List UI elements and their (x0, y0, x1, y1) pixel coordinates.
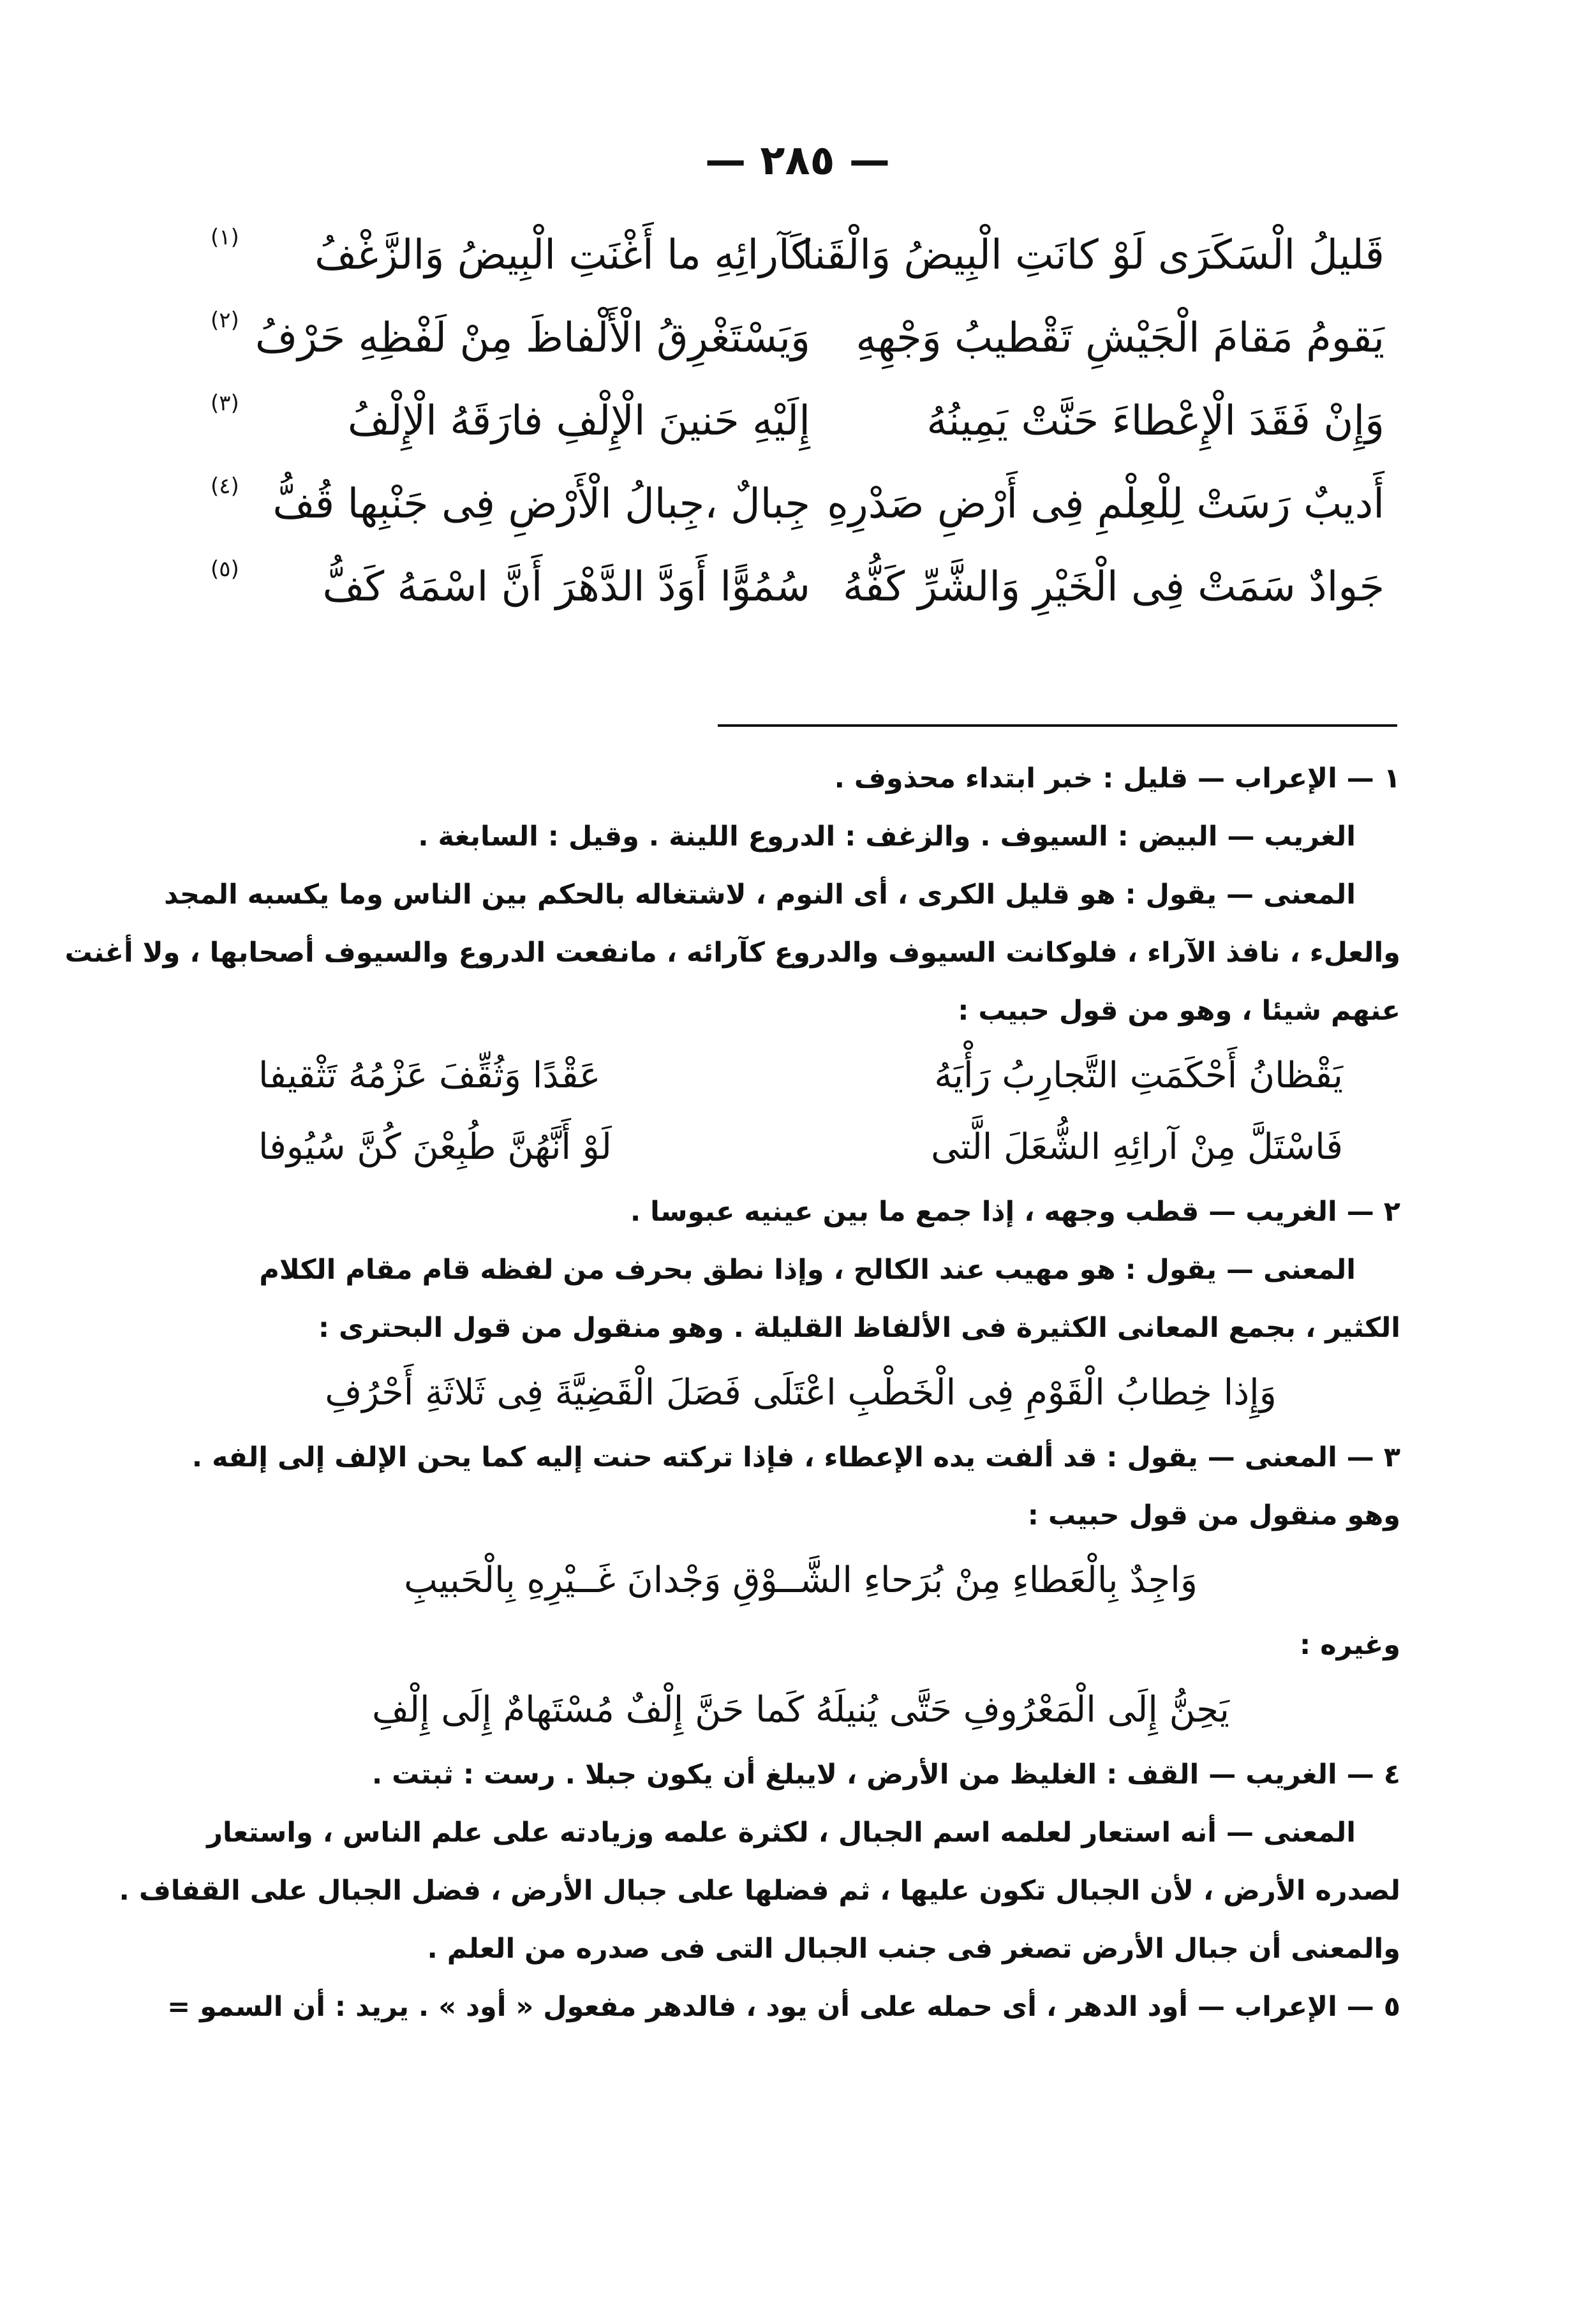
quote-line (201, 1357, 1400, 1429)
note-4-gharib: ٤ — الغريب — القف : الغليظ من الأرض ، لايبلغ أن يكون جبلا . رست : ثبتت . (371, 1759, 1400, 1791)
quote-verse: وَاجِدٌ بِالْعَطاءِ مِنْ بُرَحاءِ الشَّــوْقِ وَجْدانَ غَــيْرِهِ بِالْحَبيبِ (404, 1560, 1198, 1601)
poem-block (211, 217, 1384, 632)
page-number: — ٢٨٥ — (705, 137, 890, 184)
poem-line-5 (211, 549, 1384, 632)
hemistich-second: جِبالٌ ،جِبالُ الْأَرْضِ فِى جَنْبِها قُفُّ (272, 480, 810, 528)
note-1-i3rab: ١ — الإعراب — قليل : خبر ابتداء محذوف . (834, 763, 1400, 794)
note-1-ma3na-cont: والعلء ، نافذ الآراء ، فلوكانت السيوف والدروع كآرائه ، مانفعت الدروع والسيوف أصحابها ، ولا أغنت (64, 937, 1400, 969)
quote-hemistich-first: يَقْظانُ أَحْكَمَتِ التَّجارِبُ رَأْيَهُ (934, 1055, 1343, 1096)
hemistich-second: إِلَيْهِ حَنينَ الْإِلْفِ فارَقَهُ الْإِلْفُ (347, 398, 810, 445)
hemistich-first: أَديبٌ رَسَتْ لِلْعِلْمِ فِى أَرْضِ صَدْرِهِ (827, 480, 1384, 528)
note-5-i3rab: ٥ — الإعراب — أود الدهر ، أى حمله على أن يود ، فالدهر مفعول « أود » . يريد : أن السمو = (167, 1991, 1400, 2023)
footnote-ref: (٢) (211, 308, 239, 333)
note-2-ma3na-cont: الكثير ، بجمع المعانى الكثيرة فى الألفاظ القليلة . وهو منقول من قول البحترى : (318, 1312, 1400, 1344)
hemistich-second: سُمُوًّا أَوَدَّ الدَّهْرَ أَنَّ اسْمَهُ كَفُّ (322, 563, 810, 611)
hemistich-first: يَقومُ مَقامَ الْجَيْشِ تَقْطيبُ وَجْهِهِ (856, 315, 1384, 362)
footnote-ref: (٣) (211, 391, 239, 416)
note-3-ma3na-cont: وهو منقول من قول حبيب : (1027, 1500, 1400, 1531)
hemistich-second: كَآرائِهِ ما أَغْنَتِ الْبِيضُ وَالزَّغْفُ (315, 232, 810, 279)
quote-line (201, 1040, 1400, 1112)
separator-rule (718, 724, 1397, 727)
footnotes (64, 750, 1400, 2036)
hemistich-first: وَإِنْ فَقَدَ الْإِعْطاءَ حَنَّتْ يَمِينُهُ (926, 398, 1384, 445)
note-4-ma3na-cont: لصدره الأرض ، لأن الجبال تكون عليها ، ثم فضلها على جبال الأرض ، فضل الجبال على القفاف . (119, 1875, 1400, 1907)
quote-verse: وَإِذا خِطابُ الْقَوْمِ فِى الْخَطْبِ اعْتَلَى فَصَلَ الْقَضِيَّةَ فِى ثَلاثَةِ أَحْرُفِ (325, 1372, 1277, 1413)
footnote-ref: (١) (211, 225, 239, 250)
note-1-gharib: الغريب — البيض : السيوف . والزغف : الدروع اللينة . وقيل : السابغة . (418, 821, 1356, 853)
quote-hemistich-first: فَاسْتَلَّ مِنْ آرائِهِ الشُّعَلَ الَّتى (931, 1126, 1343, 1168)
note-1-ma3na-cont: عنهم شيئا ، وهو من قول حبيب : (958, 995, 1400, 1027)
hemistich-first: قَليلُ الْسَكَرَى لَوْ كانَتِ الْبِيضُ وَالْقَنا (801, 232, 1384, 279)
note-3-ma3na: ٣ — المعنى — يقول : قد ألفت يده الإعطاء ، فإذا تركته حنت إليه كما يحن الإلف إلى إلفه . (191, 1441, 1400, 1473)
poem-line-1 (211, 217, 1384, 300)
quote-verse: يَحِنُّ إِلَى الْمَعْرُوفِ حَتَّى يُنيلَهُ كَما حَنَّ إِلْفٌ مُسْتَهامٌ إِلَى إِلْفِ (371, 1689, 1230, 1731)
footnote-ref: (٤) (211, 473, 239, 499)
note-1-ma3na: المعنى — يقول : هو قليل الكرى ، أى النوم ، لاشتغاله بالحكم بين الناس وما يكسبه المجد (164, 879, 1356, 911)
poem-line-4 (211, 466, 1384, 549)
quote-hemistich-second: لَوْ أَنَّهُنَّ طُبِعْنَ كُنَّ سُيُوفا (258, 1126, 612, 1168)
note-4-ma3na-cont: والمعنى أن جبال الأرض تصغر فى جنب الجبال التى فى صدره من العلم . (427, 1933, 1400, 1965)
note-2-gharib: ٢ — الغريب — قطب وجهه ، إذا جمع ما بين عينيه عبوسا . (630, 1196, 1400, 1228)
hemistich-second: وَيَسْتَغْرِقُ الْأَلْفاظَ مِنْ لَفْظِهِ حَرْفُ (255, 315, 810, 362)
note-2-ma3na: المعنى — يقول : هو مهيب عند الكالح ، وإذا نطق بحرف من لفظه قام مقام الكلام (259, 1254, 1356, 1286)
quote-line (201, 1112, 1400, 1183)
note-3-other: وغيره : (1300, 1629, 1400, 1661)
hemistich-first: جَوادٌ سَمَتْ فِى الْخَيْرِ وَالشَّرِّ كَفُّهُ (843, 563, 1384, 611)
quote-line (201, 1545, 1400, 1616)
poem-line-3 (211, 383, 1384, 466)
quote-line (201, 1674, 1400, 1746)
quote-hemistich-second: عَقْدًا وَثُقِّفَ عَزْمُهُ تَثْقيفا (258, 1055, 601, 1096)
note-4-ma3na: المعنى — أنه استعار لعلمه اسم الجبال ، لكثرة علمه وزيادته على علم الناس ، واستعار (207, 1817, 1356, 1849)
footnote-ref: (٥) (211, 556, 239, 582)
poem-line-2 (211, 300, 1384, 383)
